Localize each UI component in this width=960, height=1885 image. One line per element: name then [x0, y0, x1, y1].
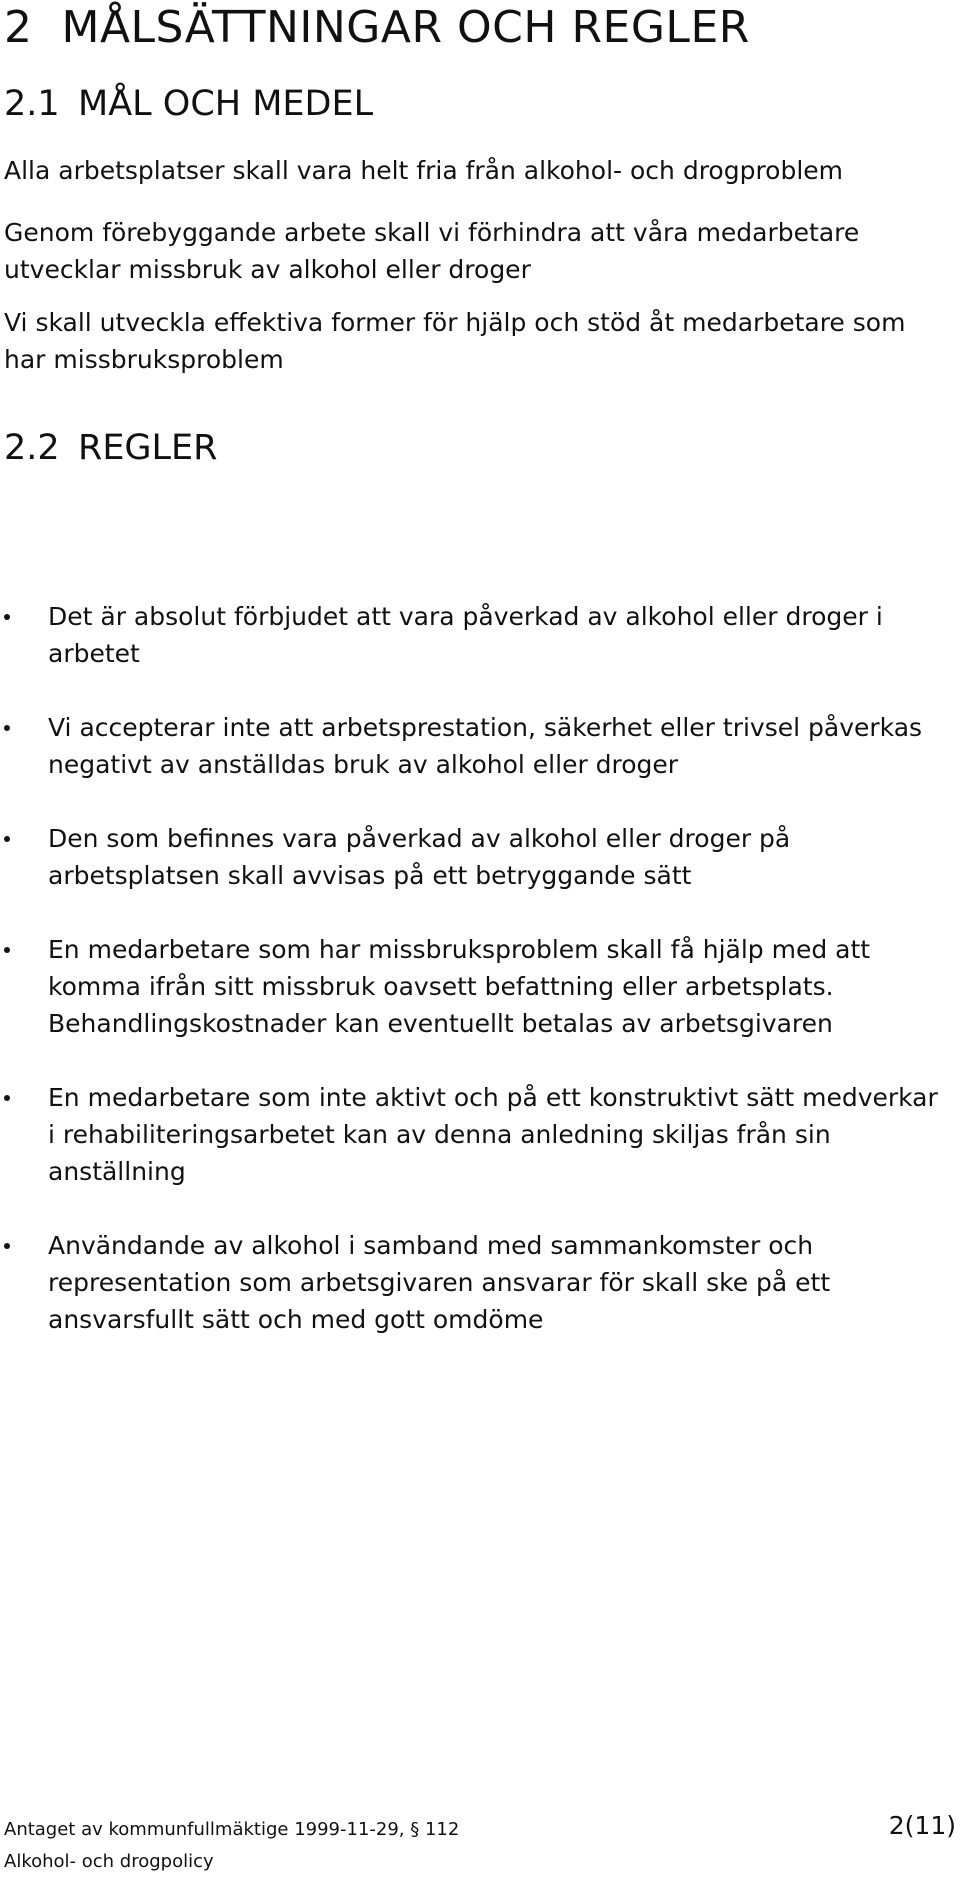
rules-list — [0, 598, 960, 1375]
goal-paragraph: Genom förebyggande arbete skall vi förhindra att våra medarbetare utvecklar missbruk av alkohol eller droger — [4, 218, 860, 284]
chapter-number: 2 — [4, 2, 33, 53]
rule-text: En medarbetare som har missbruksproblem skall få hjälp med att komma ifrån sitt missbruk oavsett befattning eller arbetsplats. Behandlingskostnader kan eventuellt betalas av arbetsgivaren — [48, 935, 871, 1038]
rule-item — [0, 709, 948, 783]
bullet-icon — [4, 614, 10, 620]
footer-document-title: Alkohol- och drogpolicy — [4, 1851, 214, 1872]
section-title: MÅL OCH MEDEL — [78, 84, 374, 124]
page-number: 2(11) — [888, 1811, 956, 1840]
chapter-title: MÅLSÄTTNINGAR OCH REGLER — [61, 2, 750, 53]
bullet-icon — [4, 725, 10, 731]
rule-item — [0, 1227, 948, 1338]
rule-text: Den som befinnes vara påverkad av alkohol eller droger på arbetsplatsen skall avvisas på ett betryggande sätt — [48, 824, 791, 890]
rule-item — [0, 820, 948, 894]
rule-item — [0, 598, 948, 672]
section-title: REGLER — [78, 428, 218, 468]
rule-text: Användande av alkohol i samband med sammankomster och representation som arbetsgivaren ansvarar för skall ske på ett ansvarsfullt sätt och med gott omdöme — [48, 1231, 831, 1334]
rule-text: Vi accepterar inte att arbetsprestation, säkerhet eller trivsel påverkas negativt av anställdas bruk av alkohol eller droger — [48, 713, 923, 779]
rule-text: Det är absolut förbjudet att vara påverkad av alkohol eller droger i arbetet — [48, 602, 883, 668]
rule-item — [0, 931, 948, 1042]
goal-paragraph: Vi skall utveckla effektiva former för hjälp och stöd åt medarbetare som har missbruksproblem — [4, 308, 906, 374]
section-number: 2.1 — [4, 84, 60, 124]
footer-adopted-note: Antaget av kommunfullmäktige 1999-11-29, § 112 — [4, 1819, 460, 1840]
rule-item — [0, 1079, 948, 1190]
section-heading-rules — [4, 426, 218, 470]
bullet-icon — [4, 1095, 10, 1101]
goal-paragraph: Alla arbetsplatser skall vara helt fria från alkohol- och drogproblem — [4, 156, 844, 185]
bullet-icon — [4, 1243, 10, 1249]
chapter-heading — [4, 0, 750, 56]
rule-text: En medarbetare som inte aktivt och på ett konstruktivt sätt medverkar i rehabiliteringsarbetet kan av denna anledning skiljas från sin anställning — [48, 1083, 938, 1186]
bullet-icon — [4, 836, 10, 842]
section-heading-goals — [4, 82, 373, 126]
section-number: 2.2 — [4, 428, 60, 468]
bullet-icon — [4, 947, 10, 953]
